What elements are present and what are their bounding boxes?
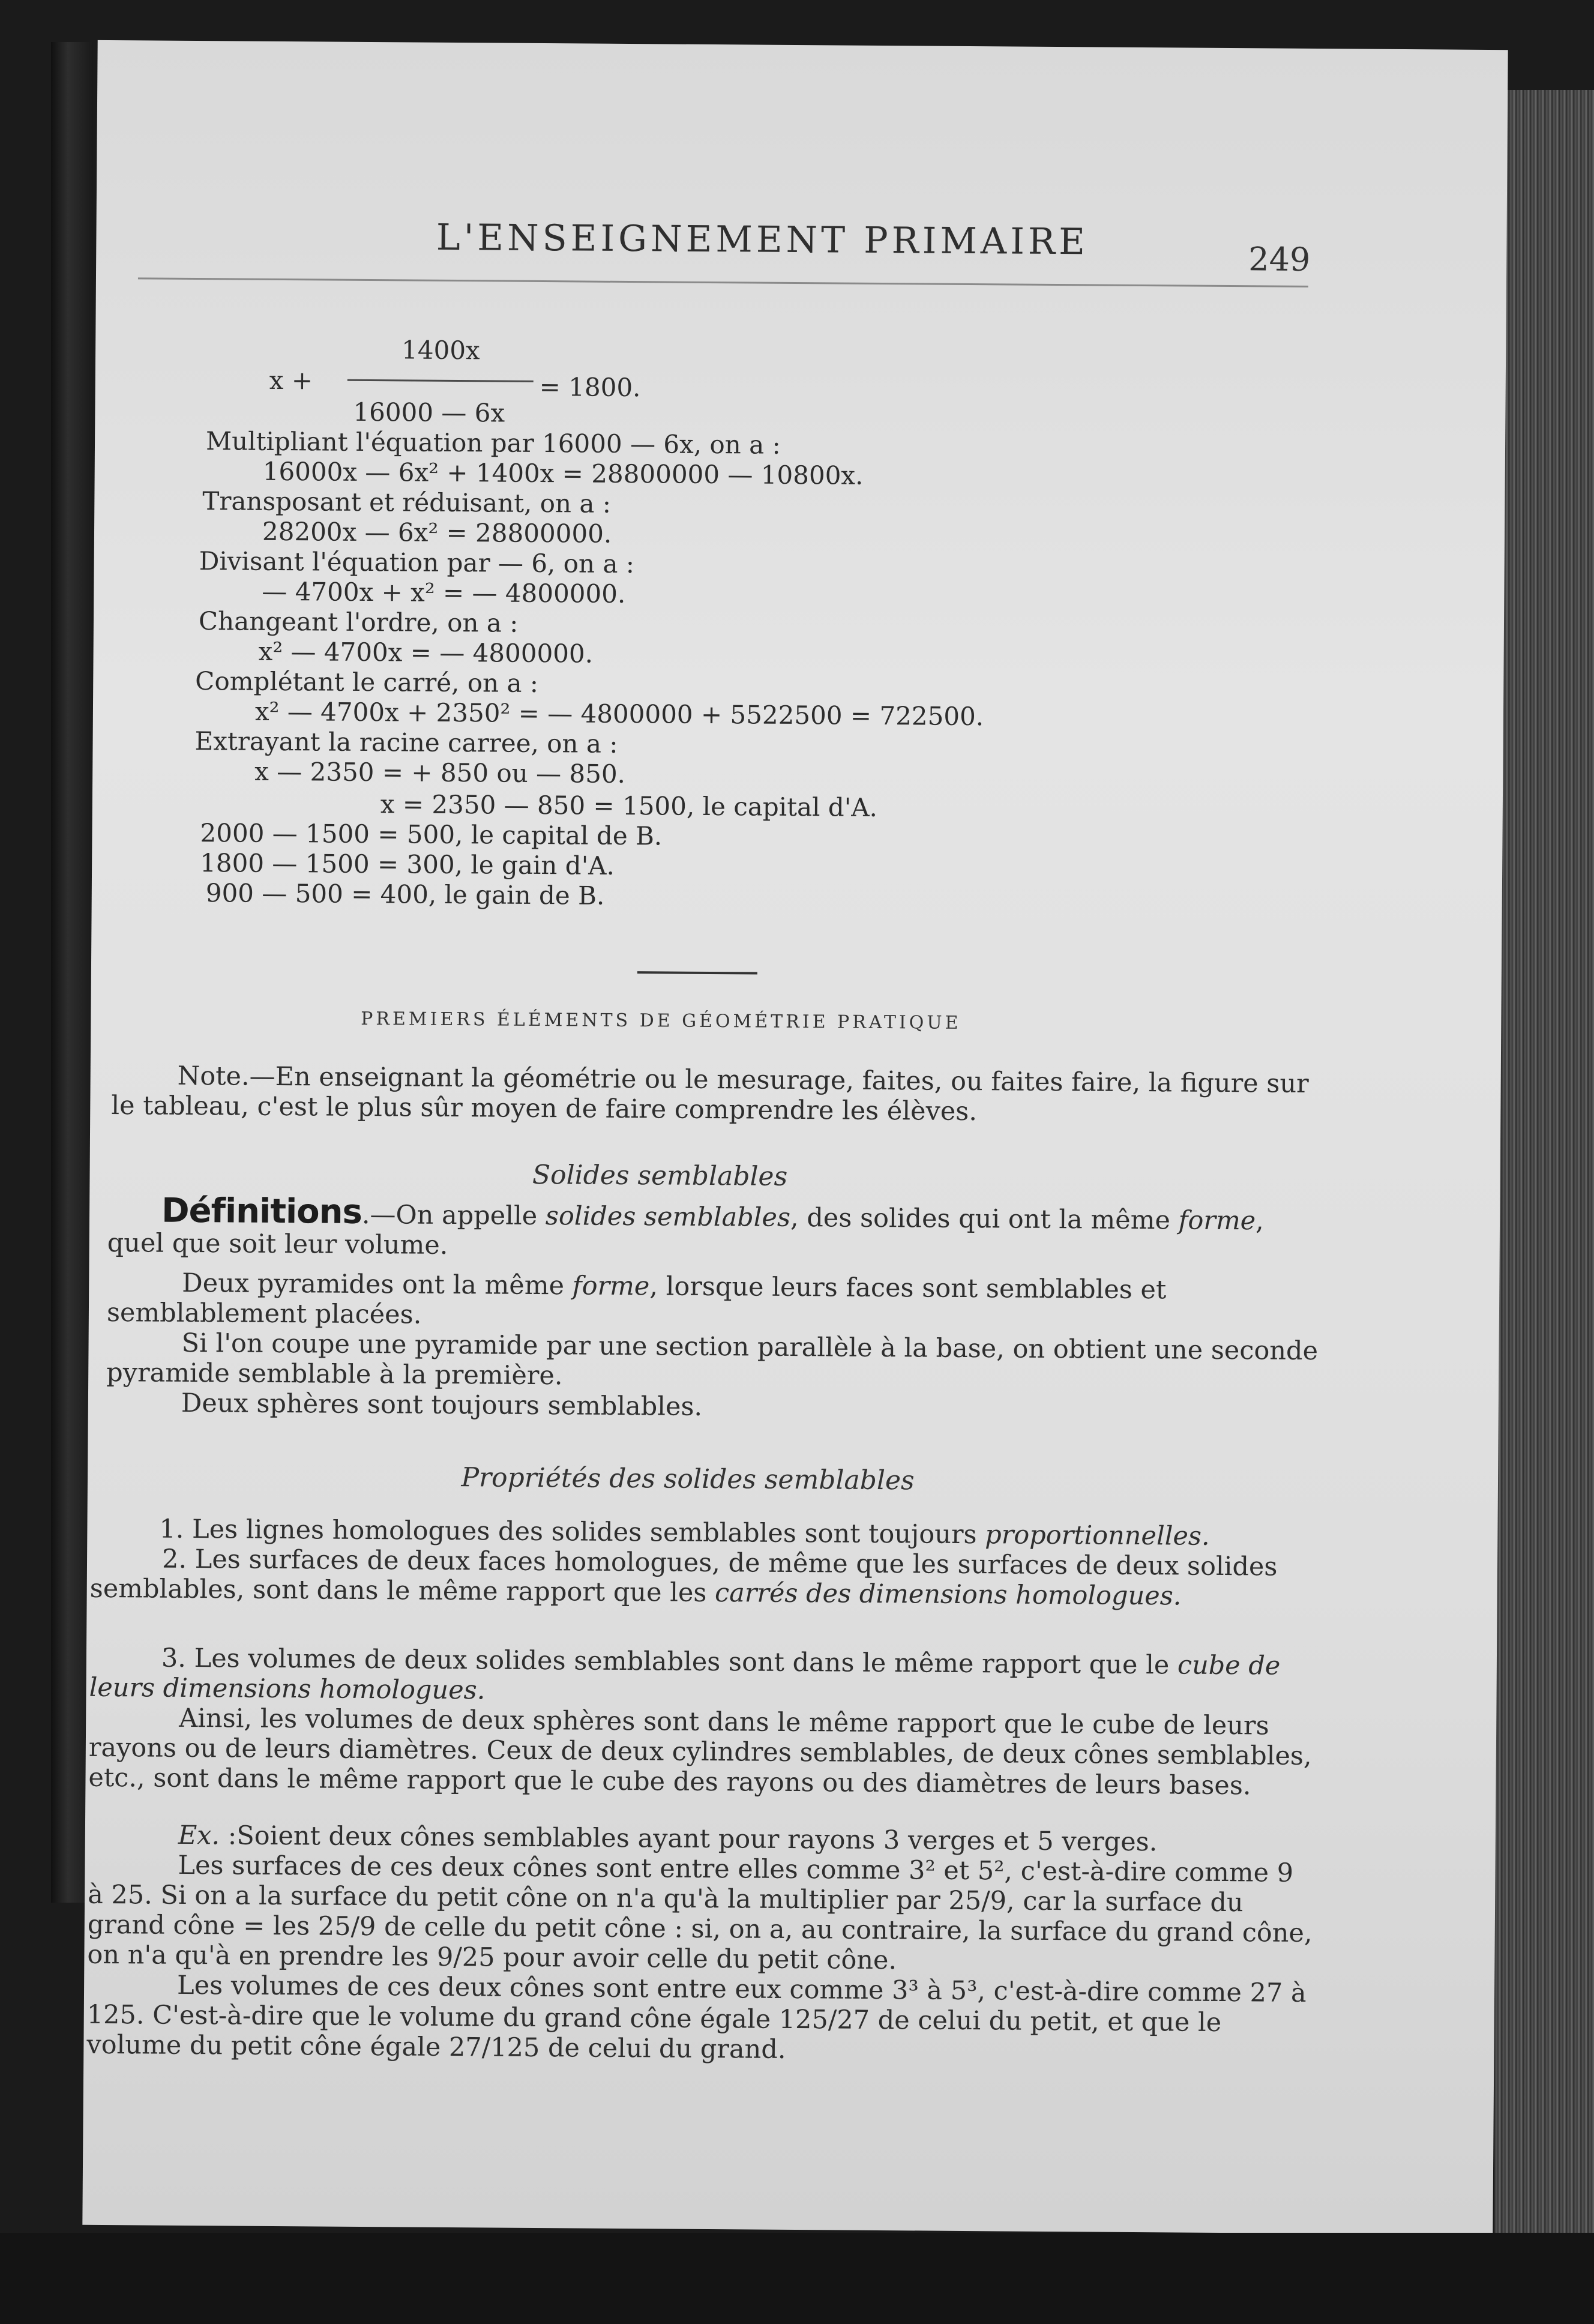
text-run: 3. Les volumes de deux solides semblables sont dans le même rapport que le	[161, 1643, 1178, 1681]
text-run: 1. Les lignes homologues des solides semblables sont toujours	[159, 1514, 985, 1550]
fraction-bar	[347, 379, 534, 382]
fraction-numerator: 1400x	[401, 335, 480, 366]
definitions-lead: Définitions	[161, 1191, 362, 1232]
definitions-paragraph-3: Si l'on coupe une pyramide par une section parallèle à la base, on obtient une seconde pyramide semblable à la première.	[106, 1328, 1319, 1391]
text-run: .—On appelle	[361, 1199, 546, 1232]
definitions-paragraph-2	[107, 1268, 1320, 1336]
math-line: — 4700x + x² = — 4800000.	[262, 576, 626, 609]
surfaces-paragraph: Les surfaces de ces deux cônes sont entre elles comme 3² et 5², c'est-à-dire comme 9 à 25. Si on a la surface du petit cône on n'a qu'à la multiplier par 25/9, car la surface du grand cône = les 25/9 de celle du petit cône : si, on a, au contraire, la surface du grand cône, on n'a qu'à en prendre les 9/25 pour avoir celle du petit cône.	[87, 1850, 1313, 1976]
property-paragraph-ainsi: Ainsi, les volumes de deux sphères sont dans le même rapport que le cube de leurs rayons ou de leurs diamètres. Ceux de deux cylindres semblables, de deux cônes semblables, etc., sont dans le même rapport que le cube des rayons ou des diamètres de leurs bases.	[88, 1703, 1312, 1801]
math-line: Complétant le carré, on a :	[195, 666, 539, 698]
math-line: 28200x — 6x² = 28800000.	[262, 516, 612, 549]
math-line: 1800 — 1500 = 300, le gain d'A.	[199, 848, 615, 881]
definitions-paragraph	[107, 1191, 1320, 1266]
math-line: Multipliant l'équation par 16000 — 6x, on a :	[205, 426, 781, 460]
subheading-solides: Solides semblables	[532, 1159, 788, 1192]
math-line: x² — 4700x + 2350² = — 4800000 + 5522500 = 722500.	[254, 696, 984, 732]
italic-run: forme	[1178, 1205, 1256, 1236]
text-run: Deux pyramides ont la même	[182, 1268, 573, 1301]
scan-bottom-edge	[0, 2233, 1594, 2324]
text-run: :Soient deux cônes semblables ayant pour rayons 3 verges et 5 verges.	[219, 1820, 1158, 1858]
definitions-paragraph-4: Deux sphères sont toujours semblables.	[181, 1388, 703, 1422]
italic-run: proportionnelles.	[985, 1520, 1210, 1552]
volumes-paragraph: Les volumes de ces deux cônes sont entre eux comme 3³ à 5³, c'est-à-dire comme 27 à 125. C'est-à-dire que le volume du grand cône égale 125/27 de celui du petit, et que le volume du petit cône égale 27/125 de celui du grand.	[86, 1970, 1307, 2065]
page-number: 249	[1248, 240, 1311, 278]
text-run: , lorsque leurs faces sont semblables et semblablement placées.	[106, 1271, 1167, 1330]
math-line: Extrayant la racine carree, on a :	[194, 726, 618, 759]
math-line: x² — 4700x = — 4800000.	[258, 636, 594, 669]
italic-run: solides semblables	[545, 1201, 791, 1233]
text-run: 2. Les surfaces de deux faces homologues, de même que les surfaces de deux solides semblables, sont dans le même rapport que les	[89, 1544, 1278, 1609]
fraction-lhs: x +	[269, 365, 313, 396]
subheading-proprietes: Propriétés des solides semblables	[461, 1462, 915, 1496]
book-page	[82, 40, 1508, 2235]
math-line: 900 — 500 = 400, le gain de B.	[205, 878, 605, 911]
math-line: 2000 — 1500 = 500, le capital de B.	[200, 818, 663, 851]
math-line: Transposant et réduisant, on a :	[202, 486, 612, 519]
math-line: 16000x — 6x² + 1400x = 28800000 — 10800x.	[262, 456, 864, 490]
math-line: Divisant l'équation par — 6, on a :	[199, 546, 635, 579]
section-rule	[637, 971, 757, 974]
math-line: Changeant l'ordre, on a :	[198, 606, 519, 638]
text-run: , des solides qui ont la même	[790, 1202, 1179, 1236]
math-line: x — 2350 = + 850 ou — 850.	[254, 756, 626, 789]
running-head: L'ENSEIGNEMENT PRIMAIRE	[436, 216, 1089, 263]
italic-run: cube de leurs dimensions homologues.	[89, 1650, 1281, 1706]
book-page-edges	[1494, 90, 1594, 2324]
math-line: x = 2350 — 850 = 1500, le capital d'A.	[380, 789, 878, 822]
header-rule	[138, 277, 1308, 287]
property-2	[90, 1544, 1318, 1612]
fraction-rhs: = 1800.	[539, 372, 641, 403]
fraction-denominator: 16000 — 6x	[353, 397, 505, 428]
note-paragraph: Note.—En enseignant la géométrie ou le mesurage, faites, ou faites faire, la figure sur le tableau, c'est le plus sûr moyen de faire comprendre les élèves.	[111, 1061, 1309, 1127]
text-run: , quel que soit leur volume.	[107, 1206, 1265, 1260]
property-3	[89, 1643, 1317, 1711]
italic-run: carrés des dimensions homologues.	[714, 1578, 1182, 1612]
section-title: PREMIERS ÉLÉMENTS DE GÉOMÉTRIE PRATIQUE	[361, 1008, 961, 1034]
italic-run: forme	[572, 1271, 650, 1302]
italic-run: Ex.	[178, 1820, 220, 1851]
